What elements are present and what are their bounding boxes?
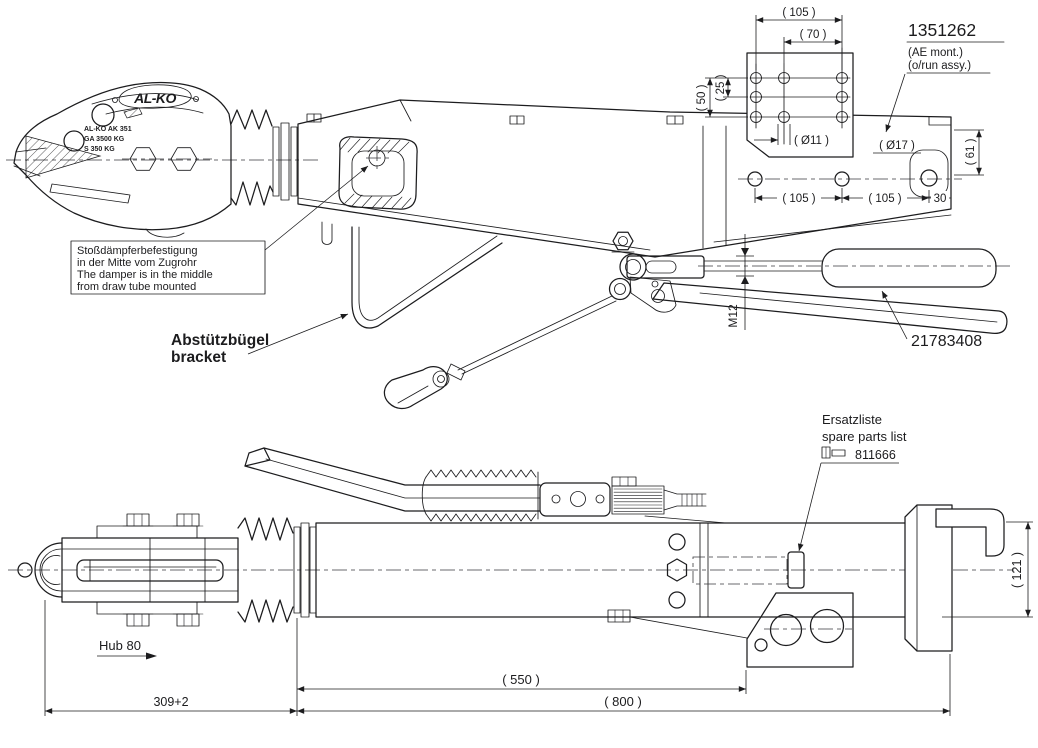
draw-tube	[316, 523, 940, 638]
dim-550	[297, 618, 746, 716]
top-bolt	[307, 114, 683, 124]
spare-parts-callout	[799, 412, 907, 551]
dim-309-label: 309+2	[153, 695, 189, 709]
bellows	[231, 110, 297, 205]
hidden-slot	[693, 557, 787, 584]
grip-ribs-bottom	[426, 514, 536, 521]
serrated-adjuster	[612, 486, 664, 514]
grip-ribs-top	[426, 470, 536, 477]
inspection-opening	[339, 137, 417, 209]
damper-note-line: from draw tube mounted	[77, 281, 197, 293]
bottom-view	[8, 412, 1033, 716]
handle-end-cap	[245, 448, 270, 466]
lower-tab	[322, 222, 332, 245]
breakaway-cable	[384, 296, 616, 409]
damper-note	[71, 166, 368, 294]
svg-text:( 70 ): ( 70 )	[799, 29, 827, 41]
dim-hole-17	[873, 140, 921, 153]
handbrake-lever	[610, 232, 1011, 333]
svg-text:( 105 ): ( 105 )	[868, 193, 902, 205]
lever-top	[245, 448, 726, 523]
parts-plate	[747, 593, 853, 667]
damper-note-line: in der Mitte vom Zugrohr	[77, 257, 197, 269]
support-bracket	[352, 227, 502, 328]
bracket-label-en: bracket	[171, 349, 227, 366]
dim-61	[954, 130, 984, 175]
bolt-head	[608, 610, 630, 622]
dim-25	[715, 74, 748, 101]
spare-parts-en: spare parts list	[822, 429, 907, 444]
hub-label	[97, 638, 157, 660]
spare-parts-de: Ersatzliste	[822, 412, 882, 427]
carabiner	[384, 367, 449, 409]
svg-text:( 105 ): ( 105 )	[782, 193, 816, 205]
bracket-label	[171, 314, 348, 366]
mounting-plate	[696, 7, 853, 157]
adjuster-block	[540, 483, 610, 516]
svg-text:( 50 ): ( 50 )	[696, 84, 708, 112]
alko-logo: AL-KO	[134, 90, 176, 106]
spare-parts-number: 811666	[855, 448, 896, 462]
assembly-number: 1351262	[908, 20, 977, 40]
assembly-number-callout	[886, 20, 1004, 132]
bellows-top	[238, 518, 316, 622]
assembly-note-de: (AE mont.)	[908, 47, 963, 59]
lever-handle	[822, 249, 996, 287]
assembly-note-en: (o/run assy.)	[908, 60, 972, 72]
head-marking-line: GA 3500 KG	[84, 136, 125, 143]
bracket-label-de: Abstützbügel	[171, 332, 270, 349]
dim-800-label: ( 800 )	[604, 694, 642, 709]
damper-note-line: The damper is in the middle	[77, 269, 213, 281]
dim-side-pitches	[755, 188, 951, 205]
cable-ferrule	[447, 364, 465, 380]
spare-parts-icon	[822, 447, 845, 458]
svg-text:( 121 ): ( 121 )	[1010, 551, 1024, 589]
lever-number: 21783408	[911, 333, 983, 350]
head-marking-line: S 350 KG	[84, 146, 115, 153]
svg-text:( Ø11 ): ( Ø11 )	[794, 135, 829, 147]
svg-text:30: 30	[933, 193, 947, 205]
lever-lower-arm	[653, 283, 1007, 333]
top-view	[6, 7, 1010, 409]
dim-m12-label: M12	[726, 304, 740, 328]
hub-label-text: Hub 80	[99, 638, 141, 653]
damper-note-line: Stoßdämpferbefestigung	[77, 245, 198, 257]
svg-text:( 25 ): ( 25 )	[715, 74, 727, 102]
svg-text:( 550 ): ( 550 )	[502, 672, 540, 687]
svg-text:( 105 ): ( 105 )	[782, 7, 816, 19]
pivot-nut	[613, 232, 633, 249]
svg-text:( 61 ): ( 61 )	[965, 138, 977, 166]
keyhole-slot	[910, 150, 948, 197]
svg-text:( Ø17 ): ( Ø17 )	[879, 140, 915, 152]
dim-m12	[726, 234, 754, 330]
lever-number-callout	[882, 291, 982, 350]
head-marking-line: AL-KO AK 351	[84, 126, 132, 133]
